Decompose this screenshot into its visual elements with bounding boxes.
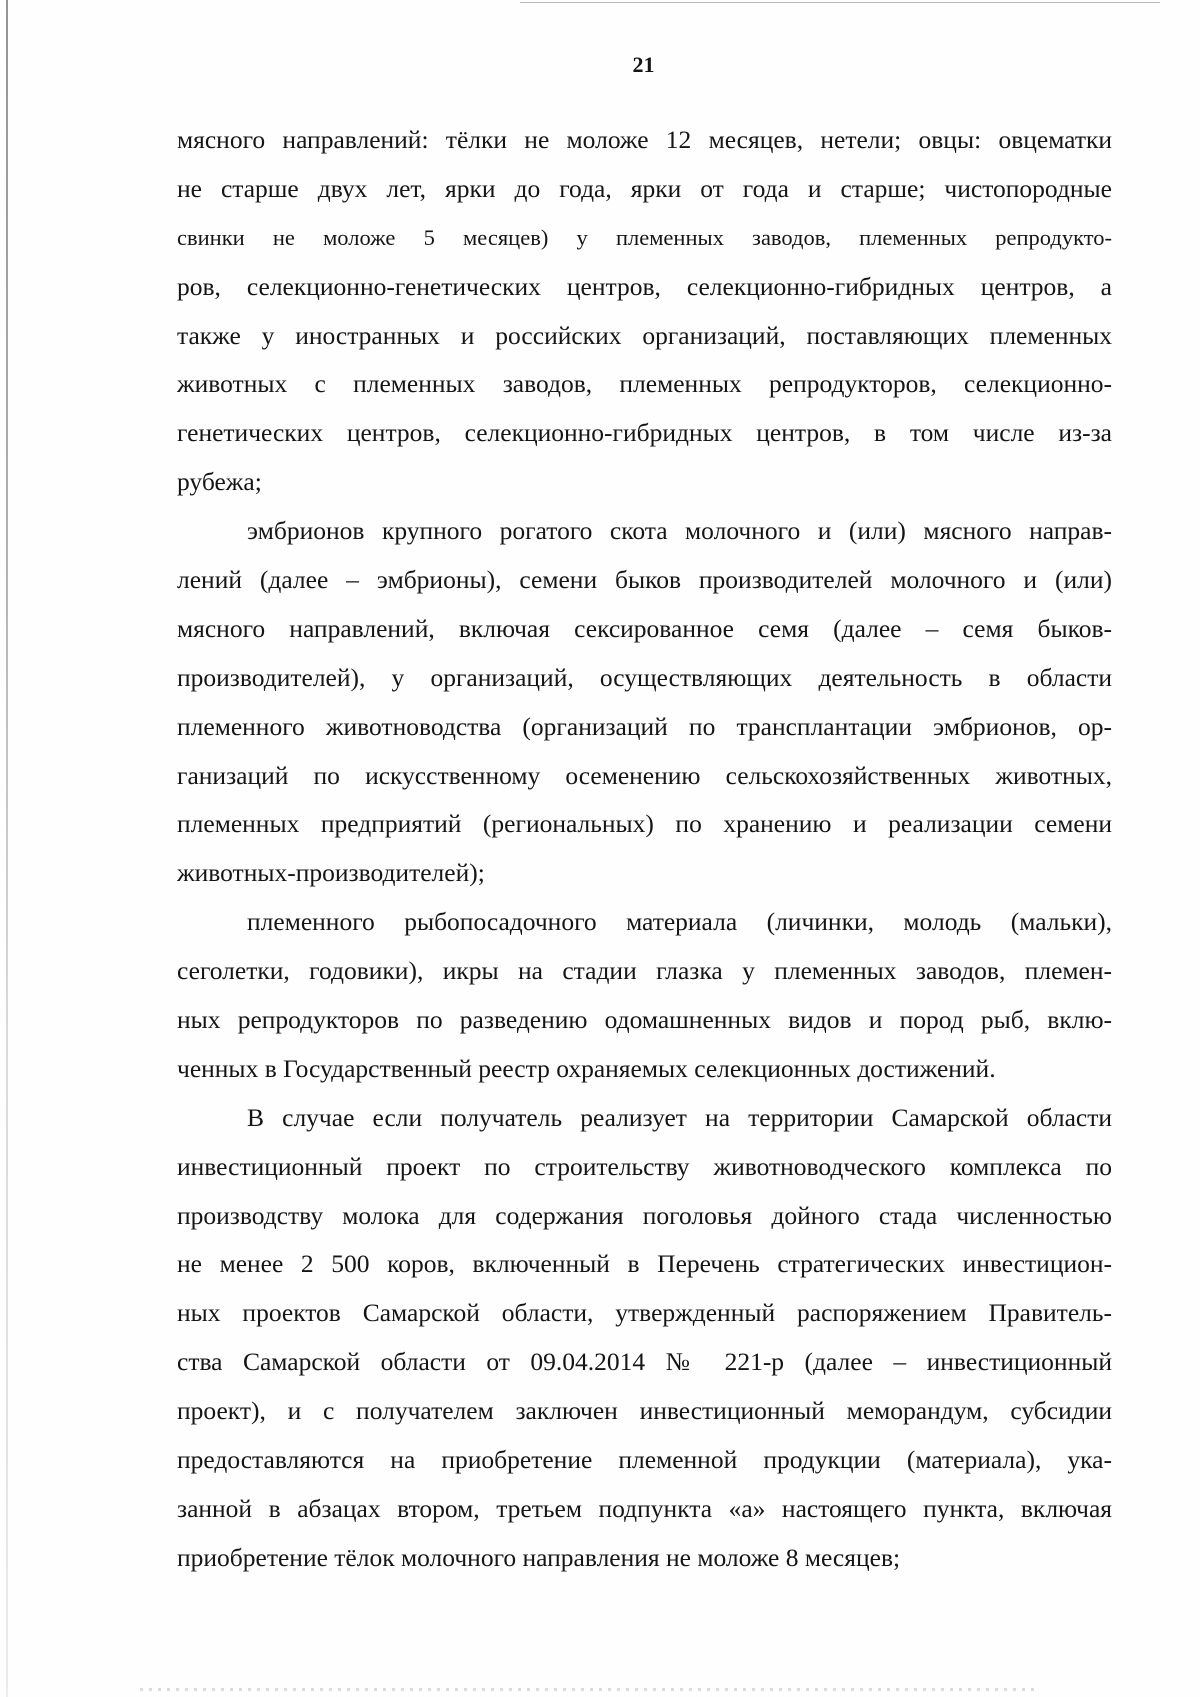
text-line: ров, селекционно-генетических центров, селекционно-гибридных центров, а [177,271,1112,301]
text-line: предоставляются на приобретение племенной продукции (материала), ука- [177,1445,1112,1475]
text-line: племенных предприятий (региональных) по хранению и реализации семени [177,809,1112,839]
text-line: ных проектов Самарской области, утвержденный распоряжением Правитель- [177,1298,1112,1328]
text-line: рубежа; [177,467,262,497]
text-line: не старше двух лет, ярки до года, ярки от года и старше; чистопородные [177,173,1112,203]
text-line: ства Самарской области от 09.04.2014 № 221-р (далее – инвестиционный [177,1347,1112,1377]
scan-noise-bottom [140,1688,1040,1691]
text-line: генетических центров, селекционно-гибридных центров, в том числе из-за [177,418,1112,448]
text-line: проект), и с получателем заключен инвестиционный меморандум, субсидии [177,1396,1112,1426]
text-line: производителей), у организаций, осуществляющих деятельность в области [177,662,1112,692]
text-line: также у иностранных и российских организаций, поставляющих племенных [177,320,1112,350]
body-text [177,116,1112,1583]
text-line: не менее 2 500 коров, включенный в Перечень стратегических инвестицион- [177,1249,1112,1279]
text-line: свинки не моложе 5 месяцев) у племенных заводов, племенных репродукто- [177,224,1112,250]
scan-edge-top [520,2,1160,3]
text-line: занной в абзацах втором, третьем подпункта «а» настоящего пункта, включая [177,1493,1112,1523]
text-line: ганизаций по искусственному осеменению сельскохозяйственных животных, [177,760,1112,790]
text-line: приобретение тёлок молочного направления не моложе 8 месяцев; [177,1542,901,1572]
text-line: мясного направлений: тёлки не моложе 12 месяцев, нетели; овцы: овцематки [177,125,1112,154]
text-line: мясного направлений, включая сексированное семя (далее – семя быков- [177,613,1112,643]
scan-edge-left [6,0,8,1697]
text-line: В случае если получатель реализует на территории Самарской области [247,1102,1112,1132]
text-line: лений (далее – эмбрионы), семени быков производителей молочного и (или) [177,565,1112,595]
page-number: 21 [632,52,655,77]
text-line: ных репродукторов по разведению одомашненных видов и пород рыб, вклю- [177,1005,1112,1035]
text-line: инвестиционный проект по строительству животноводческого комплекса по [177,1151,1112,1181]
text-line: племенного рыбопосадочного материала (личинки, молодь (мальки), [247,907,1112,937]
text-line: производству молока для содержания поголовья дойного стада численностью [177,1200,1112,1230]
text-line: животных-производителей); [177,858,485,888]
text-line: племенного животноводства (организаций по трансплантации эмбрионов, ор- [177,711,1112,741]
text-line: сеголетки, годовики), икры на стадии глазка у племенных заводов, племен- [177,956,1112,986]
text-line: животных с племенных заводов, племенных репродукторов, селекционно- [177,369,1112,399]
text-line: эмбрионов крупного рогатого скота молочного и (или) мясного направ- [247,516,1112,546]
text-line: ченных в Государственный реестр охраняемых селекционных достижений. [177,1053,996,1083]
